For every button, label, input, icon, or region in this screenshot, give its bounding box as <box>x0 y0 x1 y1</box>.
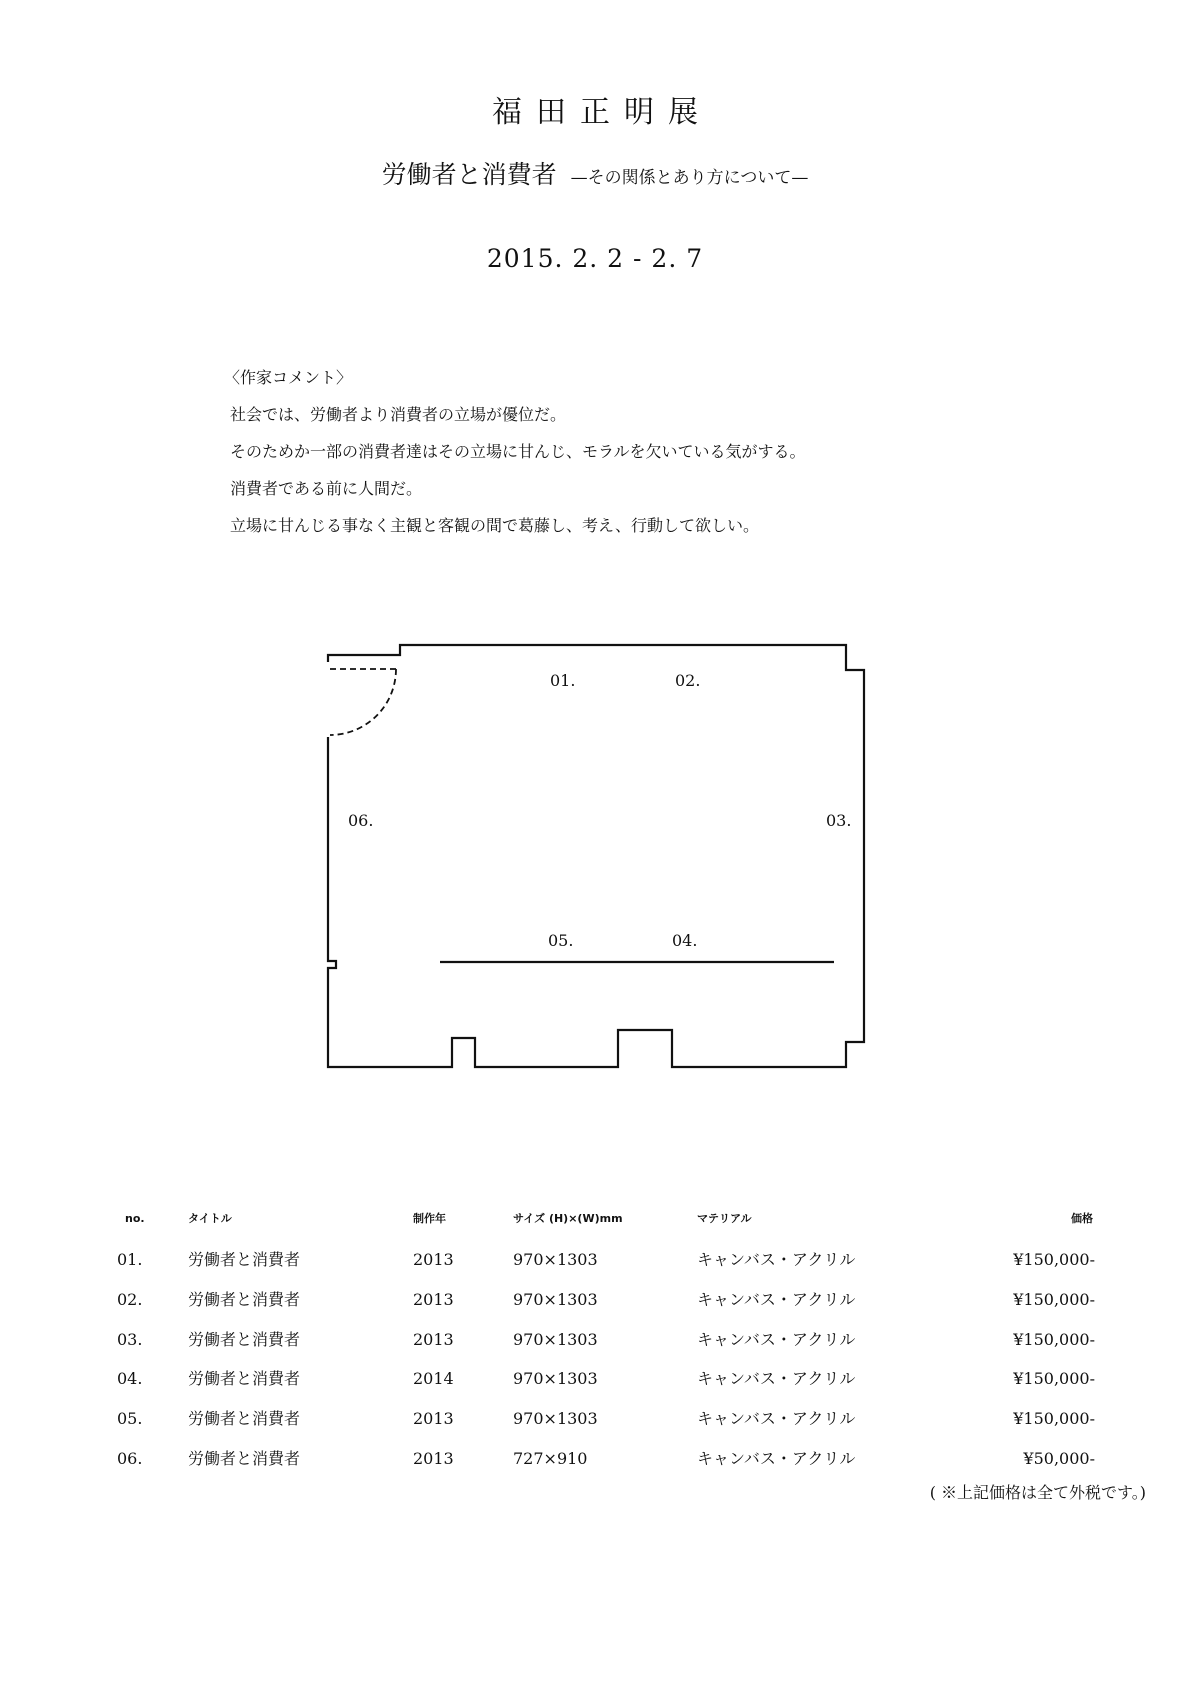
row-price: ¥50,000- <box>1023 1449 1095 1468</box>
row-size: 970×1303 <box>513 1330 598 1349</box>
row-price: ¥150,000- <box>1013 1330 1095 1349</box>
row-size: 970×1303 <box>513 1369 598 1388</box>
header-no: no. <box>125 1212 145 1225</box>
plan-label-05: 05. <box>548 931 574 950</box>
row-no: 03. <box>117 1330 143 1349</box>
plan-label-01: 01. <box>550 671 576 690</box>
row-material: キャンバス・アクリル <box>697 1290 856 1309</box>
row-size: 970×1303 <box>513 1290 598 1309</box>
row-year: 2013 <box>413 1449 454 1468</box>
row-size: 727×910 <box>513 1449 588 1468</box>
row-material: キャンバス・アクリル <box>697 1250 856 1269</box>
row-title: 労働者と消費者 <box>188 1369 301 1388</box>
row-title: 労働者と消費者 <box>188 1409 301 1428</box>
row-material: キャンバス・アクリル <box>697 1409 856 1428</box>
comment-line: そのためか一部の消費者達はその立場に甘んじ、モラルを欠いている気がする。 <box>230 442 806 461</box>
row-title: 労働者と消費者 <box>188 1290 301 1309</box>
plan-label-06: 06. <box>348 811 374 830</box>
row-material: キャンバス・アクリル <box>697 1330 856 1349</box>
row-year: 2014 <box>413 1369 454 1388</box>
header-title: タイトル <box>188 1212 232 1225</box>
header-material: マテリアル <box>697 1212 752 1225</box>
row-material: キャンバス・アクリル <box>697 1449 856 1468</box>
row-title: 労働者と消費者 <box>188 1250 301 1269</box>
exhibition-dates: 2015. 2. 2 - 2. 7 <box>486 244 704 273</box>
row-price: ¥150,000- <box>1013 1369 1095 1388</box>
row-size: 970×1303 <box>513 1409 598 1428</box>
plan-label-03: 03. <box>826 811 852 830</box>
plan-label-02: 02. <box>675 671 701 690</box>
subtitle-sub: —その関係とあり方について— <box>570 168 809 188</box>
row-price: ¥150,000- <box>1013 1409 1095 1428</box>
row-title: 労働者と消費者 <box>188 1449 301 1468</box>
row-title: 労働者と消費者 <box>188 1330 301 1349</box>
comment-line: 社会では、労働者より消費者の立場が優位だ。 <box>230 405 567 424</box>
row-no: 01. <box>117 1250 143 1269</box>
row-year: 2013 <box>413 1250 454 1269</box>
row-no: 04. <box>117 1369 143 1388</box>
row-no: 06. <box>117 1449 143 1468</box>
comment-line: 立場に甘んじる事なく主観と客観の間で葛藤し、考え、行動して欲しい。 <box>230 516 759 535</box>
row-size: 970×1303 <box>513 1250 598 1269</box>
comment-line: 消費者である前に人間だ。 <box>230 479 423 498</box>
row-no: 02. <box>117 1290 143 1309</box>
row-material: キャンバス・アクリル <box>697 1369 856 1388</box>
row-price: ¥150,000- <box>1013 1250 1095 1269</box>
row-year: 2013 <box>413 1330 454 1349</box>
header-price: 価格 <box>1071 1212 1093 1225</box>
row-year: 2013 <box>413 1290 454 1309</box>
tax-note: ( ※上記価格は全て外税です。) <box>929 1483 1146 1502</box>
row-no: 05. <box>117 1409 143 1428</box>
subtitle-main: 労働者と消費者 <box>381 160 557 189</box>
row-price: ¥150,000- <box>1013 1290 1095 1309</box>
row-year: 2013 <box>413 1409 454 1428</box>
header-size: サイズ (H)×(W)mm <box>513 1212 623 1225</box>
header-year: 制作年 <box>413 1212 446 1225</box>
comment-heading: 〈作家コメント〉 <box>224 368 353 387</box>
plan-label-04: 04. <box>672 931 698 950</box>
exhibition-title: 福田正明展 <box>492 95 712 130</box>
